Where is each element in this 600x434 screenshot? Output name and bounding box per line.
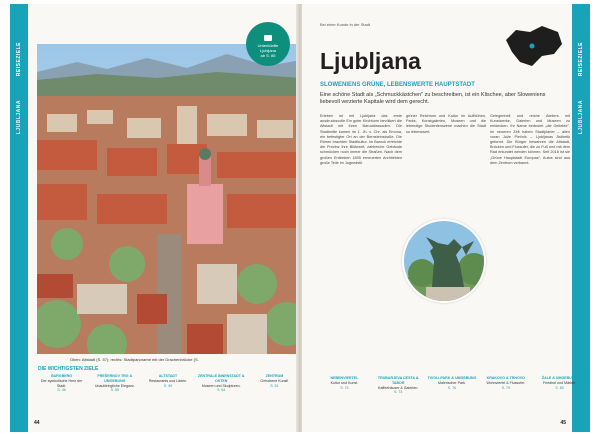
district-item[interactable] xyxy=(320,376,369,416)
district-item[interactable] xyxy=(535,376,584,416)
district-text: Kaffeehäuser & Galerien. xyxy=(378,385,419,390)
dragon-statue-photo xyxy=(402,219,486,303)
sight-heading: ZENTRUM xyxy=(265,374,284,378)
page-number-right: 45 xyxy=(560,420,566,426)
left-page xyxy=(10,4,298,432)
district-heading: NEBENVIERTEL xyxy=(330,376,359,380)
sight-item[interactable] xyxy=(38,374,85,414)
right-side-label: REISEZIELE xyxy=(578,42,584,77)
district-heading: KRAKOVO & TRNOVO xyxy=(486,376,525,380)
sight-item[interactable] xyxy=(91,374,138,414)
top-sights-title: DIE WICHTIGSTEN ZIELE xyxy=(38,366,99,372)
district-text: Wohnviertel & Flussufer. xyxy=(486,380,526,385)
sight-item[interactable] xyxy=(144,374,191,414)
left-side-label-2: LJUBLJANA xyxy=(16,100,22,135)
body-column-3: Gelegenheit und reiche Ateliers mit Kunstwerke, Galerien und Museen zu entdecken. Ihr Name bedeutet „die Geliebte". Im neueren Zeit haben Stadtplaner – allen voran Jože Plečnik – Ljubljanas Ästhetik geformt. Die Bürger bewahren die Altstadt, Brücken und Flussufer, die zu Fuß und mit dem Rad erkundet werden können. Seit 2016 ist sie „Grüne Hauptstadt Europas", Autos sind aus dem Zentrum verbannt. xyxy=(490,114,570,165)
district-text: Malerischer Park. xyxy=(438,380,466,385)
sight-heading: ALTSTADT xyxy=(158,374,178,378)
district-text: Kultur und Kunst. xyxy=(330,380,359,385)
bed-icon xyxy=(264,35,272,41)
sight-text: Unaufdringliche Eleganz. xyxy=(94,383,135,388)
district-item[interactable] xyxy=(428,376,477,416)
page-subtitle: SLOWENIENS GRÜNE, LEBENSWERTE HAUPTSTADT xyxy=(320,82,475,88)
left-side-label: REISEZIELE xyxy=(16,42,22,77)
right-side-tab xyxy=(572,4,590,432)
district-page: S. 74 xyxy=(393,390,403,395)
sight-item[interactable] xyxy=(251,374,298,414)
sight-item[interactable] xyxy=(198,374,245,414)
sight-text: Museen und Skulpturen. xyxy=(201,383,241,388)
right-side-label-2: LJUBLJANA xyxy=(578,100,584,135)
accommodation-badge-text: Unterkünfte Ljubljana ab S. 86 xyxy=(257,43,279,58)
district-page: S. 74 xyxy=(340,385,349,390)
photo-caption: Oben: Altstadt (S. 57); rechts: Stadtpanorame mit der Drachenbrücke (S. xyxy=(70,357,199,362)
sight-page: S. 59 xyxy=(163,383,173,388)
sight-heading: BURGBERG xyxy=(51,374,73,378)
top-sights-list xyxy=(38,374,298,414)
district-page: S. 79 xyxy=(501,385,510,390)
sight-heading: PREŠERNOV TRG & UMGEBUNG xyxy=(97,374,133,383)
right-page xyxy=(302,4,590,432)
sight-text: Gehobene Kunst! xyxy=(260,378,289,383)
sight-text: Restaurants und Läden. xyxy=(148,378,188,383)
sight-heading: ZENTRALE INNENSTADT & OSTEN xyxy=(197,374,245,383)
district-item[interactable] xyxy=(481,376,530,416)
sight-page: S. 64 xyxy=(217,388,226,393)
district-page: S. 80 xyxy=(555,385,564,390)
page-title: Ljubljana xyxy=(320,48,421,74)
intro-paragraph: Eine schöne Stadt als „Schmuckkästchen" zu beschreiben, ist ein Klischee, aber Sloweniens liebevoll verzierte Kapitale wird dem gerecht. xyxy=(320,92,546,105)
sight-page: S. 61 xyxy=(270,383,279,388)
sight-page: S. 55 xyxy=(110,388,119,393)
district-heading: TIVOLI-PARK & UMGEBUNG xyxy=(427,376,477,380)
accommodation-badge xyxy=(246,22,290,66)
page-number-left: 44 xyxy=(34,420,40,426)
district-heading: ŽALE & UMGEBUNG xyxy=(541,376,578,380)
district-item[interactable] xyxy=(374,376,423,416)
body-column-2: grüner Reichtum und Kultur im Aufblühen, Parks, Kunstgalerien, Museen und die lebendige Studentenszene machen die Stadt so lebenswert. xyxy=(406,114,486,134)
ljubljana-city-photo xyxy=(37,44,298,354)
left-side-tab xyxy=(10,4,28,432)
sight-text: Der symbolische Herz der Stadt. xyxy=(40,378,83,388)
sight-page: S. 46 xyxy=(57,388,66,393)
author-line: Bei einer Kunde in der Stadt xyxy=(320,22,371,27)
district-text: Friedhof und Märkte. xyxy=(543,380,577,385)
slovenia-map-icon xyxy=(502,22,566,72)
districts-list xyxy=(320,376,584,416)
body-column-1: Erleben ist mit Ljubljana das erste ausdrucksvolle Ein guter Kirchturm bevölkert die Altstadt mit ihren Barockfassaden. Die Stadtmitte kamen im 1. Jh. v. Chr. als Emona, ein befestigter Ort an der Bernsteinstraße. Die Römer brachten Stadtkultur. Im Barock erreichte die Provinz ihre Blütezeit, zahlreiche Gebäude schmücken noch immer die Straßen. Nach dem großen Erdbeben 1895 erneuerten Architekten große Teile im Jugendstil. xyxy=(320,114,402,165)
district-page: S. 76 xyxy=(447,385,457,390)
district-heading: TRUBARJEVA CESTA & TABOR xyxy=(377,376,419,385)
